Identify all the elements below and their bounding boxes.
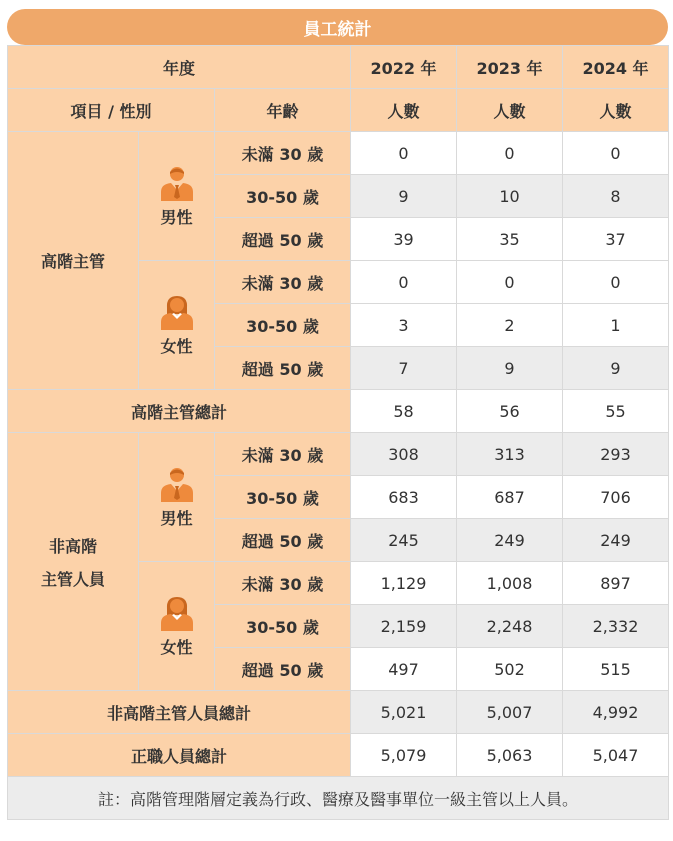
note-row (8, 777, 669, 820)
section-label-non-senior (8, 433, 139, 691)
value-cell: 497 (351, 648, 457, 691)
male-person-icon (158, 466, 196, 502)
table-title: 員工統計 (7, 9, 668, 45)
year-2023-header: 2023 年 (457, 46, 563, 89)
section-label-line: 主管人員 (40, 569, 105, 589)
value-cell: 308 (351, 433, 457, 476)
count-header: 人數 (351, 89, 457, 132)
value-cell: 5,079 (351, 734, 457, 777)
value-cell: 1,129 (351, 562, 457, 605)
age-cell: 超過 50 歲 (215, 218, 351, 261)
value-cell: 313 (457, 433, 563, 476)
value-cell: 9 (351, 175, 457, 218)
value-cell: 56 (457, 390, 563, 433)
table-row (8, 734, 669, 777)
age-cell: 30-50 歲 (215, 476, 351, 519)
year-2022-header: 2022 年 (351, 46, 457, 89)
gender-cell-male (139, 132, 215, 261)
age-cell: 30-50 歲 (215, 175, 351, 218)
value-cell: 293 (563, 433, 669, 476)
table-row (8, 390, 669, 433)
value-cell: 2,332 (563, 605, 669, 648)
value-cell: 502 (457, 648, 563, 691)
value-cell: 0 (563, 132, 669, 175)
gender-label: 男性 (160, 207, 193, 227)
subtotal-label: 非高階主管人員總計 (8, 691, 351, 734)
value-cell: 58 (351, 390, 457, 433)
value-cell: 2,248 (457, 605, 563, 648)
age-cell: 30-50 歲 (215, 605, 351, 648)
value-cell: 687 (457, 476, 563, 519)
subtotal-label: 高階主管總計 (8, 390, 351, 433)
value-cell: 55 (563, 390, 669, 433)
table-row (8, 132, 669, 175)
value-cell: 0 (457, 261, 563, 304)
year-header: 年度 (8, 46, 351, 89)
value-cell: 0 (351, 261, 457, 304)
value-cell: 1 (563, 304, 669, 347)
value-cell: 3 (351, 304, 457, 347)
age-cell: 超過 50 歲 (215, 519, 351, 562)
gender-cell-female (139, 562, 215, 691)
value-cell: 35 (457, 218, 563, 261)
table-row (8, 433, 669, 476)
value-cell: 5,047 (563, 734, 669, 777)
gender-label: 女性 (160, 637, 193, 657)
value-cell: 10 (457, 175, 563, 218)
footnote: 註：高階管理階層定義為行政、醫療及醫事單位一級主管以上人員。 (8, 777, 669, 820)
value-cell: 7 (351, 347, 457, 390)
value-cell: 9 (457, 347, 563, 390)
table-row (8, 691, 669, 734)
gender-cell-female (139, 261, 215, 390)
value-cell: 245 (351, 519, 457, 562)
male-person-icon (158, 165, 196, 201)
value-cell: 5,007 (457, 691, 563, 734)
value-cell: 683 (351, 476, 457, 519)
gender-label: 女性 (160, 336, 193, 356)
value-cell: 5,021 (351, 691, 457, 734)
grand-total-label: 正職人員總計 (8, 734, 351, 777)
value-cell: 897 (563, 562, 669, 605)
value-cell: 8 (563, 175, 669, 218)
value-cell: 0 (563, 261, 669, 304)
value-cell: 0 (351, 132, 457, 175)
value-cell: 249 (563, 519, 669, 562)
employee-stats-table (7, 45, 669, 820)
value-cell: 39 (351, 218, 457, 261)
age-cell: 超過 50 歲 (215, 648, 351, 691)
value-cell: 0 (457, 132, 563, 175)
value-cell: 2,159 (351, 605, 457, 648)
count-header: 人數 (563, 89, 669, 132)
age-header: 年齡 (215, 89, 351, 132)
value-cell: 4,992 (563, 691, 669, 734)
item-gender-header: 項目 / 性別 (8, 89, 215, 132)
age-cell: 30-50 歲 (215, 304, 351, 347)
value-cell: 5,063 (457, 734, 563, 777)
age-cell: 未滿 30 歲 (215, 433, 351, 476)
female-person-icon (158, 294, 196, 330)
value-cell: 9 (563, 347, 669, 390)
age-cell: 未滿 30 歲 (215, 562, 351, 605)
gender-cell-male (139, 433, 215, 562)
year-2024-header: 2024 年 (563, 46, 669, 89)
section-label-senior: 高階主管 (8, 132, 139, 390)
age-cell: 未滿 30 歲 (215, 261, 351, 304)
age-cell: 未滿 30 歲 (215, 132, 351, 175)
section-label-line: 非高階 (48, 536, 97, 556)
value-cell: 706 (563, 476, 669, 519)
age-cell: 超過 50 歲 (215, 347, 351, 390)
value-cell: 1,008 (457, 562, 563, 605)
value-cell: 37 (563, 218, 669, 261)
value-cell: 249 (457, 519, 563, 562)
gender-label: 男性 (160, 508, 193, 528)
count-header: 人數 (457, 89, 563, 132)
value-cell: 2 (457, 304, 563, 347)
value-cell: 515 (563, 648, 669, 691)
female-person-icon (158, 595, 196, 631)
